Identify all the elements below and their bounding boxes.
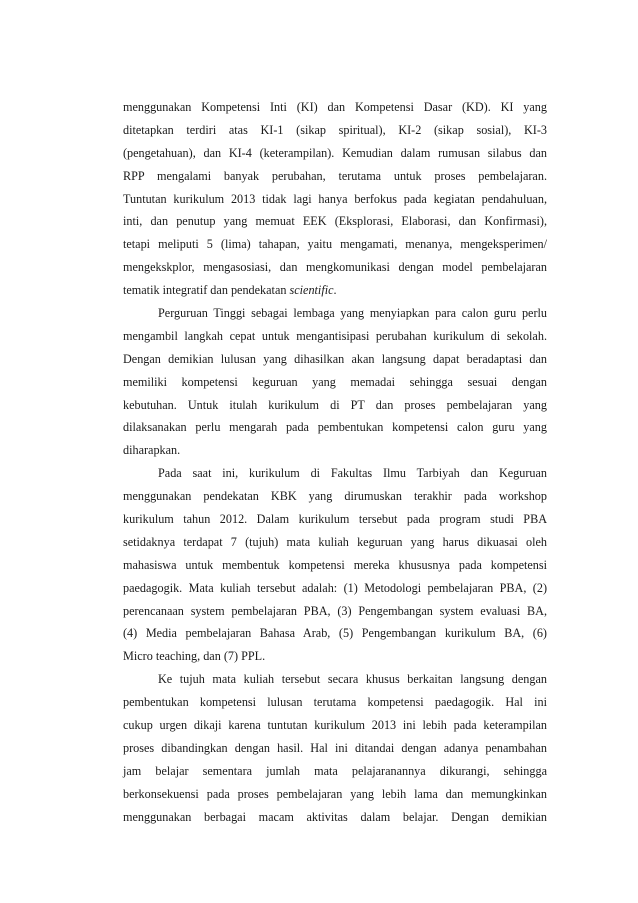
text-line-content: inti, dan penutup yang memuat EEK (Eksplorasi, Elaborasi, dan Konfirmasi), bbox=[123, 214, 547, 229]
text-line bbox=[123, 760, 547, 783]
text-line-content: Pada saat ini, kurikulum di Fakultas Ilmu Tarbiyah dan Keguruan bbox=[158, 466, 547, 481]
text-line-content: perencanaan system pembelajaran PBA, (3) Pengembangan system evaluasi BA, bbox=[123, 603, 547, 618]
text-line bbox=[123, 96, 547, 119]
italic-term: scientific bbox=[289, 283, 334, 298]
text-line bbox=[123, 394, 547, 417]
text-line-content: dilaksanakan perlu mengarah pada pembentukan kompetensi calon guru yang bbox=[123, 420, 547, 435]
text-line bbox=[123, 348, 547, 371]
text-line bbox=[123, 783, 547, 806]
text-line-content: mengambil langkah cepat untuk mengantisipasi perubahan kurikulum di sekolah. bbox=[123, 328, 547, 343]
text-line bbox=[123, 622, 547, 645]
text-line bbox=[123, 210, 547, 233]
text-line bbox=[123, 577, 547, 600]
text-line bbox=[123, 554, 547, 577]
text-line-content: kebutuhan. Untuk itulah kurikulum di PT dan proses pembelajaran yang bbox=[123, 397, 547, 412]
text-line-content: RPP mengalami banyak perubahan, terutama untuk proses pembelajaran. bbox=[123, 168, 547, 183]
text-line-content: tetapi meliputi 5 (lima) tahapan, yaitu mengamati, menanya, mengeksperimen/ bbox=[123, 237, 547, 252]
text-line-content: Tuntutan kurikulum 2013 tidak lagi hanya berfokus pada kegiatan pendahuluan, bbox=[123, 191, 547, 206]
text-line bbox=[123, 188, 547, 211]
text-line bbox=[123, 600, 547, 623]
text-line bbox=[123, 119, 547, 142]
text-line-content: menggunakan berbagai macam aktivitas dalam belajar. Dengan demikian bbox=[123, 809, 547, 824]
text-line bbox=[123, 806, 547, 829]
text-line bbox=[123, 508, 547, 531]
text-line bbox=[123, 165, 547, 188]
text-line bbox=[123, 233, 547, 256]
text-line-content: (4) Media pembelajaran Bahasa Arab, (5) Pengembangan kurikulum BA, (6) bbox=[123, 626, 547, 641]
text-line bbox=[123, 279, 547, 302]
text-line bbox=[123, 302, 547, 325]
body-text bbox=[123, 96, 547, 829]
text-line bbox=[123, 691, 547, 714]
text-line-content: cukup urgen dikaji karena tuntutan kurikulum 2013 ini lebih pada keterampilan bbox=[123, 718, 547, 733]
text-line-content: menggunakan Kompetensi Inti (KI) dan Kompetensi Dasar (KD). KI yang bbox=[123, 100, 547, 114]
text-line-content: jam belajar sementara jumlah mata pelajaranannya dikurangi, sehingga bbox=[123, 763, 547, 778]
text-line bbox=[123, 371, 547, 394]
text-line-content: paedagogik. Mata kuliah tersebut adalah: (1) Metodologi pembelajaran PBA, (2) bbox=[123, 580, 547, 595]
text-line-content: mengekskplor, mengasosiasi, dan mengkomunikasi dengan model pembelajaran bbox=[123, 260, 547, 275]
text-line bbox=[123, 439, 547, 462]
text-line-content: menggunakan pendekatan KBK yang dirumuskan terakhir pada workshop bbox=[123, 489, 547, 504]
text-line-content: kurikulum tahun 2012. Dalam kurikulum tersebut pada program studi PBA bbox=[123, 512, 547, 527]
text-line-content: Ke tujuh mata kuliah tersebut secara khusus berkaitan langsung dengan bbox=[158, 672, 547, 687]
text-line bbox=[123, 737, 547, 760]
text-line-content: Perguruan Tinggi sebagai lembaga yang menyiapkan para calon guru perlu bbox=[158, 306, 547, 321]
text-line-content: Micro teaching, dan (7) PPL. bbox=[123, 649, 266, 664]
text-line bbox=[123, 668, 547, 691]
text-line bbox=[123, 645, 547, 668]
text-line bbox=[123, 714, 547, 737]
text-line-content: ditetapkan terdiri atas KI-1 (sikap spiritual), KI-2 (sikap sosial), KI-3 bbox=[123, 122, 547, 137]
text-line-content: diharapkan. bbox=[123, 443, 181, 458]
text-line-content: mahasiswa untuk membentuk kompetensi mereka khususnya pada kompetensi bbox=[123, 557, 547, 572]
text-line-content: tematik integratif dan pendekatan bbox=[123, 283, 290, 298]
text-line-tail: . bbox=[333, 283, 337, 298]
text-line-content: proses dibandingkan dengan hasil. Hal ini ditandai dengan adanya penambahan bbox=[123, 740, 547, 755]
text-line bbox=[123, 325, 547, 348]
text-line bbox=[123, 416, 547, 439]
text-line-content: (pengetahuan), dan KI-4 (keterampilan). Kemudian dalam rumusan silabus dan bbox=[123, 145, 547, 160]
text-line bbox=[123, 142, 547, 165]
text-line bbox=[123, 531, 547, 554]
text-line-content: memiliki kompetensi keguruan yang memadai sehingga sesuai dengan bbox=[123, 374, 547, 389]
text-line bbox=[123, 485, 547, 508]
text-line-content: pembentukan kompetensi lulusan terutama kompetensi paedagogik. Hal ini bbox=[123, 695, 547, 710]
text-line-content: Dengan demikian lulusan yang dihasilkan akan langsung dapat beradaptasi dan bbox=[123, 351, 547, 366]
text-line bbox=[123, 256, 547, 279]
text-line-content: setidaknya terdapat 7 (tujuh) mata kuliah keguruan yang harus dikuasai oleh bbox=[123, 534, 547, 549]
text-line bbox=[123, 462, 547, 485]
text-line-content: berkonsekuensi pada proses pembelajaran yang lebih lama dan memungkinkan bbox=[123, 786, 547, 801]
